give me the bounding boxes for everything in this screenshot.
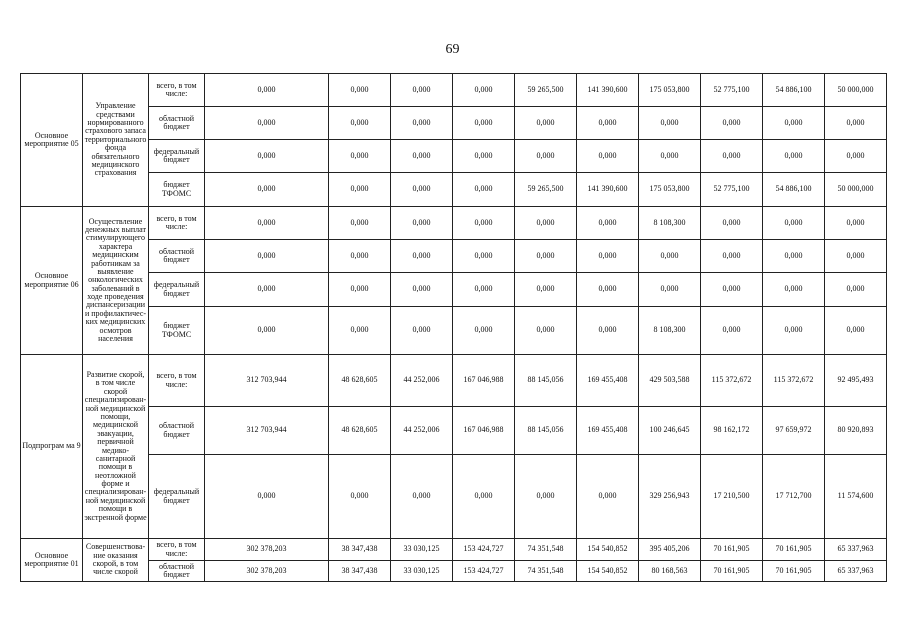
value-cell: 0,000 [391,140,453,173]
value-cell: 0,000 [329,307,391,355]
value-cell: 0,000 [825,140,887,173]
value-cell: 0,000 [391,307,453,355]
section-description: Развитие скорой, в том числе скорой специализирован-ной медицинской помощи, медицинской эвакуации, первичной медико-санитарной помощи в неотложной форме и специализирован-ной медицинской помощи в экстренной форме [83,355,149,539]
page-number: 69 [445,42,460,57]
value-cell: 429 503,588 [639,355,701,407]
value-cell: 0,000 [763,273,825,307]
value-cell: 70 161,905 [701,561,763,582]
table-row [21,273,887,307]
value-cell: 50 000,000 [825,74,887,107]
value-cell: 0,000 [515,140,577,173]
value-cell: 0,000 [763,207,825,240]
table-row [21,207,887,240]
funding-source: федеральный бюджет [149,273,205,307]
value-cell: 0,000 [701,273,763,307]
value-cell: 0,000 [453,240,515,273]
value-cell: 153 424,727 [453,539,515,561]
table-row [21,539,887,561]
value-cell: 70 161,905 [763,561,825,582]
table-row [21,561,887,582]
value-cell: 0,000 [825,273,887,307]
table-row [21,140,887,173]
value-cell: 0,000 [453,273,515,307]
value-cell: 0,000 [701,140,763,173]
value-cell: 0,000 [701,107,763,140]
funding-source: всего, в том числе: [149,207,205,240]
value-cell: 0,000 [329,140,391,173]
funding-source: всего, в том числе: [149,355,205,407]
section-description: Совершенствова-ние оказания скорой, в том числе скорой [83,539,149,582]
value-cell: 17 210,500 [701,455,763,539]
value-cell: 0,000 [577,140,639,173]
value-cell: 154 540,852 [577,539,639,561]
value-cell: 0,000 [639,107,701,140]
value-cell: 0,000 [391,207,453,240]
value-cell: 54 886,100 [763,173,825,207]
value-cell: 48 628,605 [329,407,391,455]
value-cell: 88 145,056 [515,355,577,407]
funding-source: бюджет ТФОМС [149,173,205,207]
table-row [21,74,887,107]
value-cell: 0,000 [577,307,639,355]
value-cell: 0,000 [577,207,639,240]
value-cell: 0,000 [453,455,515,539]
value-cell: 0,000 [763,240,825,273]
value-cell: 98 162,172 [701,407,763,455]
value-cell: 70 161,905 [701,539,763,561]
value-cell: 17 712,700 [763,455,825,539]
value-cell: 0,000 [205,207,329,240]
value-cell: 0,000 [391,273,453,307]
value-cell: 48 628,605 [329,355,391,407]
value-cell: 154 540,852 [577,561,639,582]
value-cell: 153 424,727 [453,561,515,582]
value-cell: 312 703,944 [205,355,329,407]
value-cell: 0,000 [453,107,515,140]
value-cell: 52 775,100 [701,173,763,207]
value-cell: 175 053,800 [639,173,701,207]
value-cell: 0,000 [763,107,825,140]
section-label: Основное мероприятие 01 [21,539,83,582]
section-label: Основное мероприятие 06 [21,207,83,355]
value-cell: 0,000 [701,240,763,273]
value-cell: 0,000 [205,74,329,107]
value-cell: 169 455,408 [577,407,639,455]
value-cell: 74 351,548 [515,561,577,582]
funding-source: бюджет ТФОМС [149,307,205,355]
value-cell: 0,000 [329,74,391,107]
value-cell: 0,000 [329,107,391,140]
value-cell: 0,000 [825,240,887,273]
table-body [21,74,887,582]
section-description: Управление средствами нормированного страхового запаса территориального фонда обязательного медицинского страхования [83,74,149,207]
value-cell: 33 030,125 [391,539,453,561]
value-cell: 0,000 [577,107,639,140]
value-cell: 0,000 [763,307,825,355]
value-cell: 0,000 [329,240,391,273]
value-cell: 0,000 [329,207,391,240]
value-cell: 0,000 [391,74,453,107]
table-row [21,240,887,273]
value-cell: 8 108,300 [639,207,701,240]
funding-source: федеральный бюджет [149,140,205,173]
value-cell: 0,000 [391,455,453,539]
budget-table [20,73,887,582]
value-cell: 115 372,672 [701,355,763,407]
value-cell: 0,000 [515,107,577,140]
value-cell: 50 000,000 [825,173,887,207]
value-cell: 141 390,600 [577,173,639,207]
value-cell: 33 030,125 [391,561,453,582]
value-cell: 92 495,493 [825,355,887,407]
funding-source: областной бюджет [149,107,205,140]
value-cell: 88 145,056 [515,407,577,455]
value-cell: 0,000 [825,307,887,355]
value-cell: 175 053,800 [639,74,701,107]
value-cell: 0,000 [453,307,515,355]
value-cell: 0,000 [391,240,453,273]
value-cell: 80 168,563 [639,561,701,582]
value-cell: 0,000 [329,455,391,539]
table-row [21,173,887,207]
value-cell: 65 337,963 [825,539,887,561]
table-row [21,407,887,455]
value-cell: 312 703,944 [205,407,329,455]
value-cell: 115 372,672 [763,355,825,407]
value-cell: 0,000 [391,107,453,140]
value-cell: 0,000 [205,455,329,539]
value-cell: 302 378,203 [205,561,329,582]
value-cell: 0,000 [515,240,577,273]
value-cell: 11 574,600 [825,455,887,539]
value-cell: 0,000 [453,140,515,173]
value-cell: 0,000 [825,107,887,140]
table-row [21,307,887,355]
value-cell: 0,000 [639,140,701,173]
funding-source: всего, в том числе: [149,539,205,561]
value-cell: 74 351,548 [515,539,577,561]
table-row [21,107,887,140]
value-cell: 0,000 [205,273,329,307]
value-cell: 38 347,438 [329,539,391,561]
value-cell: 80 920,893 [825,407,887,455]
value-cell: 8 108,300 [639,307,701,355]
value-cell: 302 378,203 [205,539,329,561]
value-cell: 167 046,988 [453,407,515,455]
value-cell: 0,000 [453,173,515,207]
value-cell: 0,000 [577,455,639,539]
value-cell: 0,000 [453,207,515,240]
value-cell: 0,000 [639,273,701,307]
value-cell: 0,000 [701,307,763,355]
value-cell: 0,000 [515,207,577,240]
value-cell: 0,000 [515,273,577,307]
value-cell: 100 246,645 [639,407,701,455]
value-cell: 0,000 [825,207,887,240]
value-cell: 395 405,206 [639,539,701,561]
value-cell: 329 256,943 [639,455,701,539]
section-label: Подпрограм ма 9 [21,355,83,539]
value-cell: 0,000 [639,240,701,273]
value-cell: 38 347,438 [329,561,391,582]
section-label: Основное мероприятие 05 [21,74,83,207]
value-cell: 0,000 [329,173,391,207]
value-cell: 0,000 [391,173,453,207]
value-cell: 0,000 [329,273,391,307]
value-cell: 0,000 [763,140,825,173]
section-description: Осуществление денежных выплат стимулирующего характера медицинским работникам за выявление онкологических заболеваний в ходе проведения диспансеризации и профилактичес-ких медицинских осмотров населения [83,207,149,355]
value-cell: 0,000 [515,455,577,539]
value-cell: 0,000 [205,240,329,273]
value-cell: 97 659,972 [763,407,825,455]
funding-source: федеральный бюджет [149,455,205,539]
value-cell: 167 046,988 [453,355,515,407]
value-cell: 65 337,963 [825,561,887,582]
value-cell: 70 161,905 [763,539,825,561]
value-cell: 52 775,100 [701,74,763,107]
value-cell: 141 390,600 [577,74,639,107]
value-cell: 0,000 [205,173,329,207]
value-cell: 59 265,500 [515,74,577,107]
table-row [21,355,887,407]
funding-source: областной бюджет [149,561,205,582]
value-cell: 44 252,006 [391,407,453,455]
value-cell: 0,000 [701,207,763,240]
value-cell: 54 886,100 [763,74,825,107]
value-cell: 59 265,500 [515,173,577,207]
value-cell: 169 455,408 [577,355,639,407]
funding-source: областной бюджет [149,240,205,273]
value-cell: 0,000 [205,107,329,140]
value-cell: 0,000 [205,307,329,355]
table-row [21,455,887,539]
value-cell: 0,000 [515,307,577,355]
value-cell: 0,000 [205,140,329,173]
value-cell: 0,000 [577,240,639,273]
funding-source: областной бюджет [149,407,205,455]
value-cell: 44 252,006 [391,355,453,407]
funding-source: всего, в том числе: [149,74,205,107]
value-cell: 0,000 [453,74,515,107]
value-cell: 0,000 [577,273,639,307]
